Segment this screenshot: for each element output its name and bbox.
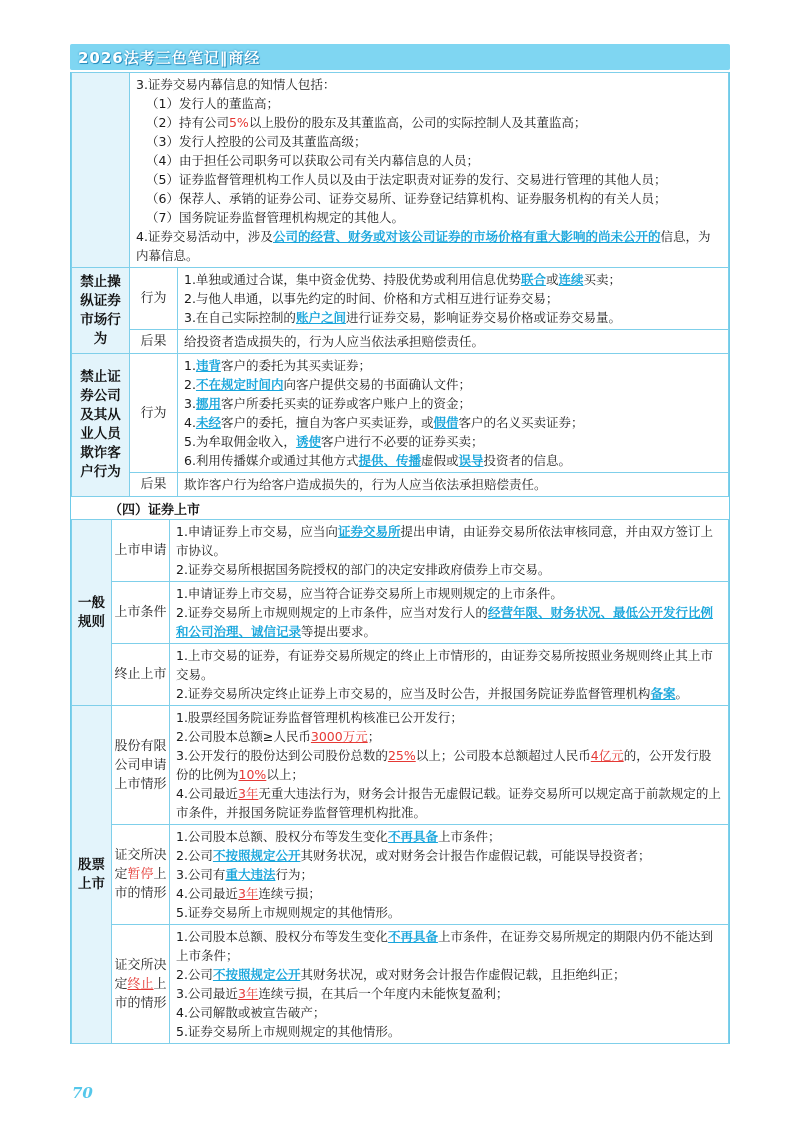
stock-apply-label: 股份有限公司申请上市情形: [112, 706, 170, 825]
stock-terminate-2: 2.公司不按照规定公开其财务状况，或对财务会计报告作虚假记载，且拒绝纠正；: [176, 967, 626, 982]
stock-suspend-5: 5.证券交易所上市规则规定的其他情形。: [176, 905, 401, 920]
general-category: 一般规则: [72, 520, 112, 706]
stock-apply-4: 4.公司最近3年无重大违法行为，财务会计报告无虚假记载。证券交易所可以规定高于前款规定的上市条件，并报国务院证券监督管理机构批准。: [176, 786, 721, 820]
stock-apply: [170, 706, 729, 825]
general-cond-1: 1.申请证券上市交易，应当符合证券交易所上市规则规定的上市条件。: [176, 586, 563, 601]
general-apply-1: 1.申请证券上市交易，应当向证券交易所提出申请，由证券交易所依法审核同意，并由双方签订上市协议。: [176, 524, 713, 558]
fraud-act-1: 1.违背客户的委托为其买卖证券；: [184, 358, 371, 373]
general-apply-row: [72, 520, 729, 582]
fraud-category: 禁止证券公司及其从业人员欺诈客户行为: [72, 354, 130, 497]
insider-item-1: （1）发行人的董监高；: [146, 96, 279, 111]
insider-body: [130, 73, 729, 268]
insider-title: 3.证券交易内幕信息的知情人包括：: [136, 77, 336, 92]
stock-terminate: [170, 925, 729, 1044]
stock-apply-2: 2.公司股本总额≥人民币3000万元；: [176, 729, 381, 744]
stock-terminate-5: 5.证券交易所上市规则规定的其他情形。: [176, 1024, 401, 1039]
fraud-acts: [178, 354, 729, 473]
general-cond-label: 上市条件: [112, 582, 170, 644]
general-term-2: 2.证券交易所决定终止证券上市交易的，应当及时公告，并报国务院证券监督管理机构备案。: [176, 686, 688, 701]
header-bar: [70, 44, 730, 70]
section-heading: （四）证券上市: [109, 503, 201, 518]
stock-terminate-label: 证交所决定终止上市的情形: [112, 925, 170, 1044]
fraud-act-row: [72, 354, 729, 473]
insider-item-7: （7）国务院证券监督管理机构规定的其他人。: [146, 210, 404, 225]
general-apply: [170, 520, 729, 582]
insider-item-4: （4）由于担任公司职务可以获取公司有关内幕信息的人员；: [146, 153, 479, 168]
insider-item-3: （3）发行人控股的公司及其董监高级；: [146, 134, 367, 149]
general-apply-2: 2.证券交易所根据国务院授权的部门的决定安排政府债券上市交易。: [176, 562, 551, 577]
stock-terminate-4: 4.公司解散或被宣告破产；: [176, 1005, 326, 1020]
insider-item-5: （5）证券监督管理机构工作人员以及由于法定职责对证券的发行、交易进行管理的其他人员；: [146, 172, 667, 187]
stock-apply-row: [72, 706, 729, 825]
stock-suspend-label: 证交所决定暂停上市的情形: [112, 825, 170, 925]
stock-suspend: [170, 825, 729, 925]
general-term: [170, 644, 729, 706]
general-cond-row: [72, 582, 729, 644]
notes-frame: [70, 72, 730, 1044]
fraud-act-4: 4.未经客户的委托，擅自为客户买卖证券，或假借客户的名义买卖证券；: [184, 415, 584, 430]
page-number: 70: [72, 1084, 93, 1102]
manipulation-result-row: [72, 330, 729, 354]
stock-apply-3: 3.公开发行的股份达到公司股份总数的25%以上；公司股本总额超过人民币4亿元的，公开发行股份的比例为10%以上；: [176, 748, 712, 782]
stock-terminate-1: 1.公司股本总额、股权分布等发生变化不再具备上市条件，在证券交易所规定的期限内仍不能达到上市条件；: [176, 929, 713, 963]
header-title: 2026法考三色笔记‖商经: [78, 49, 261, 67]
fraud-act-5: 5.为牟取佣金收入，诱使客户进行不必要的证券买卖；: [184, 434, 484, 449]
fraud-result: 欺诈客户行为给客户造成损失的，行为人应当依法承担赔偿责任。: [178, 473, 729, 497]
insider-info-definition: 4.证券交易活动中，涉及公司的经营、财务或对该公司证券的市场价格有重大影响的尚未公开的信息，为内幕信息。: [136, 229, 711, 263]
fraud-result-label: 后果: [130, 473, 178, 497]
manipulation-result-label: 后果: [130, 330, 178, 354]
fraud-act-2: 2.不在规定时间内向客户提供交易的书面确认文件；: [184, 377, 471, 392]
securities-table-2: [71, 519, 729, 1044]
fraud-act-3: 3.挪用客户所委托买卖的证券或客户账户上的资金；: [184, 396, 471, 411]
securities-table-1: [71, 72, 729, 497]
stock-terminate-3: 3.公司最近3年连续亏损，在其后一个年度内未能恢复盈利；: [176, 986, 509, 1001]
general-apply-label: 上市申请: [112, 520, 170, 582]
general-term-row: [72, 644, 729, 706]
manipulation-acts: [178, 268, 729, 330]
insider-item-6: （6）保荐人、承销的证券公司、证券交易所、证券登记结算机构、证券服务机构的有关人员；: [146, 191, 667, 206]
fraud-act-label: 行为: [130, 354, 178, 473]
fraud-result-row: [72, 473, 729, 497]
manipulation-act-row: [72, 268, 729, 330]
general-cond: [170, 582, 729, 644]
stock-suspend-4: 4.公司最近3年连续亏损；: [176, 886, 321, 901]
manipulation-category: 禁止操纵证券市场行为: [72, 268, 130, 354]
manipulation-result: 给投资者造成损失的，行为人应当依法承担赔偿责任。: [178, 330, 729, 354]
stock-suspend-2: 2.公司不按照规定公开其财务状况，或对财务会计报告作虚假记载，可能误导投资者；: [176, 848, 651, 863]
stock-suspend-3: 3.公司有重大违法行为；: [176, 867, 313, 882]
stock-terminate-row: [72, 925, 729, 1044]
general-cond-2: 2.证券交易所上市规则规定的上市条件，应当对发行人的经营年限、财务状况、最低公开发行比例和公司治理、诚信记录等提出要求。: [176, 605, 713, 639]
stock-suspend-1: 1.公司股本总额、股权分布等发生变化不再具备上市条件；: [176, 829, 501, 844]
insider-category-cell: [72, 73, 130, 268]
stock-apply-1: 1.股票经国务院证券监督管理机构核准已公开发行；: [176, 710, 463, 725]
insider-row: [72, 73, 729, 268]
stock-suspend-row: [72, 825, 729, 925]
fraud-act-6: 6.利用传播媒介或通过其他方式提供、传播虚假或误导投资者的信息。: [184, 453, 571, 468]
general-term-label: 终止上市: [112, 644, 170, 706]
manipulation-act-label: 行为: [130, 268, 178, 330]
general-term-1: 1.上市交易的证券，有证券交易所规定的终止上市情形的，由证券交易所按照业务规则终止其上市交易。: [176, 648, 713, 682]
stock-category: 股票上市: [72, 706, 112, 1044]
manipulation-act-1: 1.单独或通过合谋，集中资金优势、持股优势或利用信息优势联合或连续买卖；: [184, 272, 621, 287]
manipulation-act-2: 2.与他人串通，以事先约定的时间、价格和方式相互进行证券交易；: [184, 291, 559, 306]
manipulation-act-3: 3.在自己实际控制的账户之间进行证券交易，影响证券交易价格或证券交易量。: [184, 310, 621, 325]
insider-item-2: （2）持有公司5%以上股份的股东及其董监高，公司的实际控制人及其董监高；: [146, 115, 587, 130]
